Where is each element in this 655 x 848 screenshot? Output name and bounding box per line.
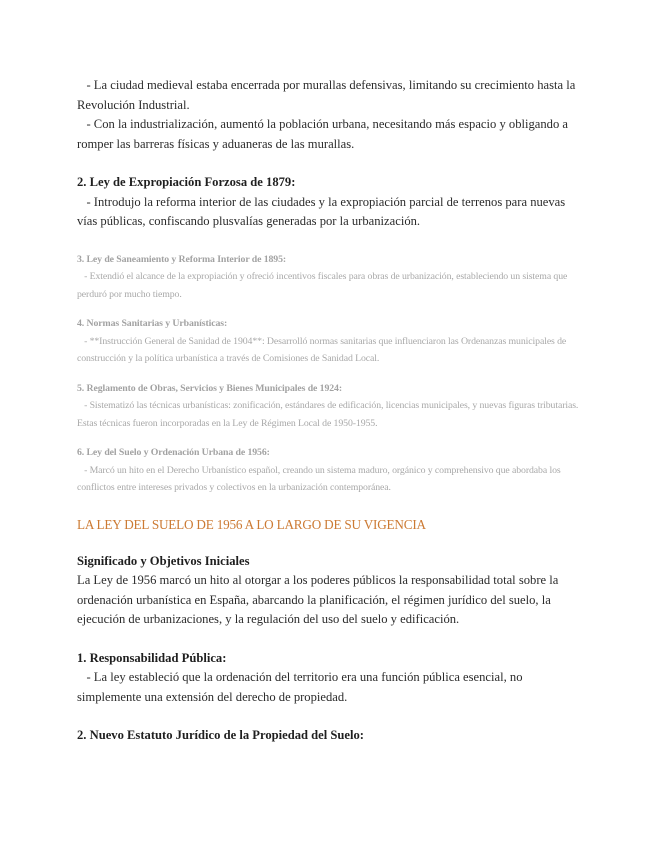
item-2-text: - Introdujo la reforma interior de las ciudades y la expropiación parcial de terrenos para nuevas vías públicas, confiscando plusvalías generadas por la urbanización.: [77, 194, 569, 228]
significado-heading: Significado y Objetivos Iniciales: [77, 553, 250, 568]
faded-item-6-heading: 6. Ley del Suelo y Ordenación Urbana de 1956:: [77, 447, 270, 458]
faded-item-3-heading: 3. Ley de Saneamiento y Reforma Interior de 1895:: [77, 253, 287, 265]
faded-item-5-text: - Sistematizó las técnicas urbanísticas: zonificación, estándares de edificación, licencias municipales, y nuevas figuras tributarias. Estas técnicas fueron incorporadas en la Ley de Régimen Local de 1950-1955.: [77, 400, 581, 429]
faded-item-3: [77, 251, 582, 304]
faded-item-6: [77, 444, 582, 497]
faded-item-5: [77, 380, 582, 433]
intro-paragraph-1: - La ciudad medieval estaba encerrada por murallas defensivas, limitando su crecimiento hasta la Revolución Industrial.: [77, 78, 579, 112]
faded-item-5-heading: 5. Reglamento de Obras, Servicios y Bienes Municipales de 1924:: [77, 382, 343, 394]
section-title: LA LEY DEL SUELO DE 1956 A LO LARGO DE SU VIGENCIA: [77, 516, 426, 532]
estatuto-block: [77, 726, 582, 746]
responsabilidad-text: - La ley estableció que la ordenación del territorio era una función pública esencial, no simplemente una extensión del derecho de propiedad.: [77, 670, 526, 704]
responsabilidad-heading: 1. Responsabilidad Pública:: [77, 650, 227, 665]
significado-text: La Ley de 1956 marcó un hito al otorgar a los poderes públicos la responsabilidad total sobre la ordenación urbanística en España, abarcando la planificación, el régimen jurídico del suelo, la ejecución de urbanizaciones, y la regulación del uso del suelo y edificación.: [77, 573, 559, 626]
item-2-heading: 2. Ley de Expropiación Forzosa de 1879:: [77, 175, 296, 189]
item-2-block: [77, 173, 582, 232]
intro-block: [77, 76, 582, 154]
document-page: [77, 76, 582, 746]
responsabilidad-block: [77, 649, 582, 708]
faded-item-6-text: - Marcó un hito en el Derecho Urbanístico español, creando un sistema maduro, orgánico y comprehensivo que abordaba los conflictos entre intereses privados y colectivos en la urbanización contemporánea.: [77, 464, 563, 493]
estatuto-heading: 2. Nuevo Estatuto Jurídico de la Propiedad del Suelo:: [77, 728, 364, 742]
intro-paragraph-2: - Con la industrialización, aumentó la población urbana, necesitando más espacio y obligando a romper las barreras físicas y aduaneras de las murallas.: [77, 117, 572, 151]
faded-item-3-text: - Extendió el alcance de la expropiación y ofreció incentivos fiscales para obras de urbanización, estableciendo un sistema que perduró por mucho tiempo.: [77, 271, 570, 300]
faded-item-4: [77, 315, 582, 368]
faded-item-4-text: - **Instrucción General de Sanidad de 1904**: Desarrolló normas sanitarias que influenciaron las Ordenanzas municipales de construcción y la política urbanística a través de Comisiones de Sanidad Local.: [77, 335, 569, 364]
faded-item-4-heading: 4. Normas Sanitarias y Urbanísticas:: [77, 318, 228, 329]
significado-block: [77, 552, 582, 630]
